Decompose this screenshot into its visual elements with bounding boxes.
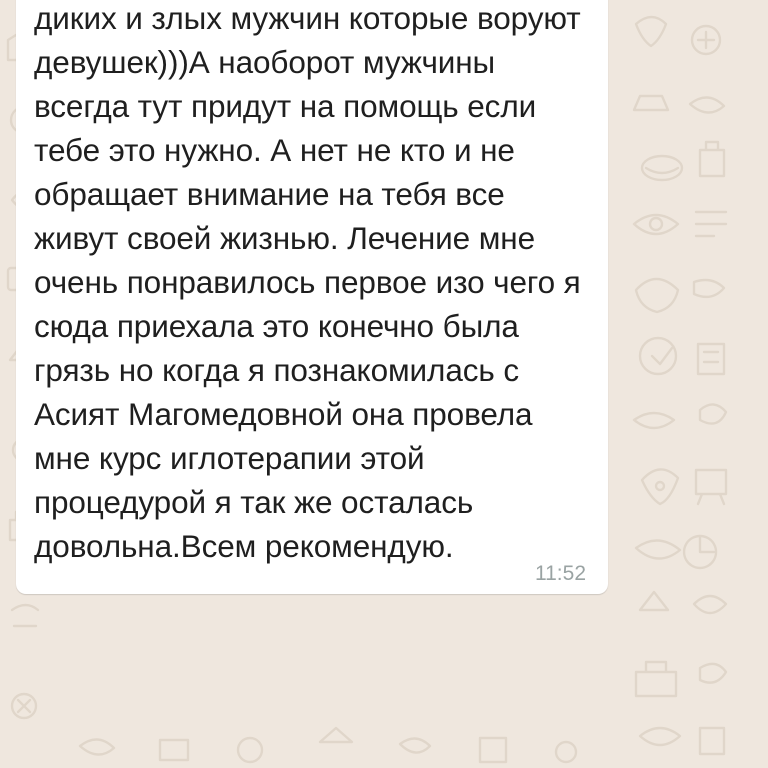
message-timestamp: 11:52 xyxy=(535,562,586,585)
message-text: диких и злых мужчин которые воруют девушек)))А наоборот мужчины всегда тут придут на помощь если тебе это нужно. А нет не кто и не обращает внимание на тебя все живут своей жизнью. Лечение мне очень понравилось первое изо чего я сюда приехала это конечно была грязь но когда я познакомилась с Асият Магомедовной она провела мне курс иглотерапии этой процедурой я так же осталась довольна.Всем рекомендую. xyxy=(34,0,590,564)
message-meta xyxy=(535,563,586,584)
message-bubble-incoming[interactable] xyxy=(16,0,608,594)
